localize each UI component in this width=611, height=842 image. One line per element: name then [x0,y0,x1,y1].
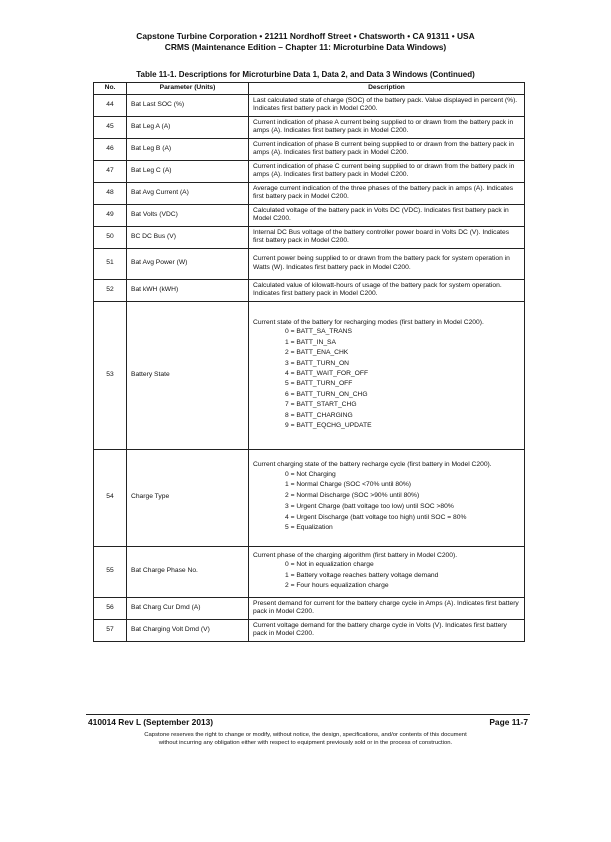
row-number: 57 [94,619,127,641]
row-description [249,301,525,449]
code-item: 2 = Normal Discharge (SOC >90% until 80%) [285,492,420,500]
table-header-row [94,83,525,95]
table-row [94,116,525,138]
row-parameter: Bat Charg Cur Dmd (A) [127,597,249,619]
row-number: 55 [94,546,127,597]
code-item: 5 = Equalization [285,524,333,532]
row-description: Average current indication of the three phases of the battery pack in amps (A). Indicates first battery pack in Model C200. [249,182,525,204]
row-parameter: Bat Last SOC (%) [127,94,249,116]
code-item: 7 = BATT_START_CHG [285,401,357,409]
parameter-table [93,82,525,642]
table-row [94,94,525,116]
row-parameter: Bat Volts (VDC) [127,204,249,226]
table-row [94,279,525,301]
document-revision: 410014 Rev L (September 2013) [88,717,214,727]
row-number: 45 [94,116,127,138]
code-item: 1 = Normal Charge (SOC <70% until 80%) [285,481,412,489]
row-number: 49 [94,204,127,226]
row-description-text: Current phase of the charging algorithm (first battery in Model C200). [253,551,458,559]
row-parameter: Bat Leg C (A) [127,160,249,182]
table-caption: Table 11-1. Descriptions for Microturbine Data 1, Data 2, and Data 3 Windows (Continued) [136,70,475,79]
row-parameter: Charge Type [127,449,249,546]
code-item: 3 = BATT_TURN_ON [285,359,349,367]
row-description: Current voltage demand for the battery charge cycle in Volts (V). Indicates first battery pack in Model C200. [249,619,525,641]
row-parameter: Bat Charging Volt Dmd (V) [127,619,249,641]
table-row [94,182,525,204]
row-number: 50 [94,226,127,248]
code-item: 3 = Urgent Charge (batt voltage too low) until SOC >80% [285,502,454,510]
table-row [94,546,525,597]
row-number: 48 [94,182,127,204]
disclaimer-line: Capstone reserves the right to change or modify, without notice, the design, specifications, and/or contents of this document [144,732,467,738]
row-description: Current indication of phase C current being supplied to or drawn from the battery pack in amps (A). Indicates first battery pack in Model C200. [249,160,525,182]
disclaimer [0,731,611,747]
code-item: 1 = Battery voltage reaches battery voltage demand [285,571,439,579]
column-header-no: No. [94,83,127,95]
code-list [253,327,520,431]
code-item: 1 = BATT_IN_SA [285,338,336,346]
row-description: Calculated voltage of the battery pack in Volts DC (VDC). Indicates first battery pack in Model C200. [249,204,525,226]
row-parameter: Bat Leg B (A) [127,138,249,160]
code-item: 6 = BATT_TURN_ON_CHG [285,390,368,398]
code-item: 2 = BATT_ENA_CHK [285,349,349,357]
table-row [94,619,525,641]
footer-divider [86,714,530,715]
row-parameter: Bat Leg A (A) [127,116,249,138]
row-description: Last calculated state of charge (SOC) of the battery pack. Value displayed in percent (%). Indicates first battery pack in Model C200. [249,94,525,116]
table-row [94,160,525,182]
table-row [94,226,525,248]
code-list [253,560,520,591]
table-row [94,597,525,619]
table-row [94,138,525,160]
row-description [249,449,525,546]
row-parameter: Battery State [127,301,249,449]
row-number: 46 [94,138,127,160]
row-description-text: Current state of the battery for recharging modes (first battery in Model C200). [253,318,484,326]
row-description: Calculated value of kilowatt-hours of usage of the battery pack for system operation. Indicates first battery pack in Model C200. [249,279,525,301]
code-item: 0 = Not in equalization charge [285,561,374,569]
row-parameter: Bat Avg Current (A) [127,182,249,204]
table-row [94,301,525,449]
code-list [253,470,520,535]
row-number: 44 [94,94,127,116]
row-description-text: Current charging state of the battery recharge cycle (first battery in Model C200). [253,460,492,468]
manual-title: CRMS (Maintenance Edition – Chapter 11: Microturbine Data Windows) [164,42,447,52]
table-row [94,248,525,279]
code-item: 5 = BATT_TURN_OFF [285,380,353,388]
code-item: 4 = Urgent Discharge (batt voltage too high) until SOC = 80% [285,513,467,521]
page-header [0,31,611,53]
code-item: 4 = BATT_WAIT_FOR_OFF [285,369,369,377]
row-description: Current indication of phase B current being supplied to or drawn from the battery pack in amps (A). Indicates first battery pack in Model C200. [249,138,525,160]
company-address: Capstone Turbine Corporation • 21211 Nordhoff Street • Chatsworth • CA 91311 • USA [136,31,475,41]
row-number: 52 [94,279,127,301]
row-description [249,546,525,597]
row-parameter: BC DC Bus (V) [127,226,249,248]
row-parameter: Bat kWH (kWH) [127,279,249,301]
row-description: Current power being supplied to or drawn from the battery pack for system operation in Watts (W). Indicates first battery pack in Model C200. [249,248,525,279]
row-parameter: Bat Avg Power (W) [127,248,249,279]
row-description: Internal DC Bus voltage of the battery controller power board in Volts DC (V). Indicates first battery pack in Model C200. [249,226,525,248]
code-item: 8 = BATT_CHARGING [285,411,353,419]
row-description: Present demand for current for the battery charge cycle in Amps (A). Indicates first battery pack in Model C200. [249,597,525,619]
column-header-parameter: Parameter (Units) [127,83,249,95]
row-number: 54 [94,449,127,546]
code-item: 9 = BATT_EQCHG_UPDATE [285,422,372,430]
code-item: 2 = Four hours equalization charge [285,582,389,590]
row-number: 56 [94,597,127,619]
table-row [94,204,525,226]
row-number: 47 [94,160,127,182]
row-number: 53 [94,301,127,449]
row-parameter: Bat Charge Phase No. [127,546,249,597]
row-number: 51 [94,248,127,279]
code-item: 0 = BATT_SA_TRANS [285,328,352,336]
row-description: Current indication of phase A current being supplied to or drawn from the battery pack in amps (A). Indicates first battery pack in Model C200. [249,116,525,138]
disclaimer-line: without incurring any obligation either with respect to equipment previously sold or in the process of construction. [158,740,453,746]
table-row [94,449,525,546]
page-number: Page 11-7 [489,717,528,727]
column-header-description: Description [249,83,525,95]
code-item: 0 = Not Charging [285,470,336,478]
